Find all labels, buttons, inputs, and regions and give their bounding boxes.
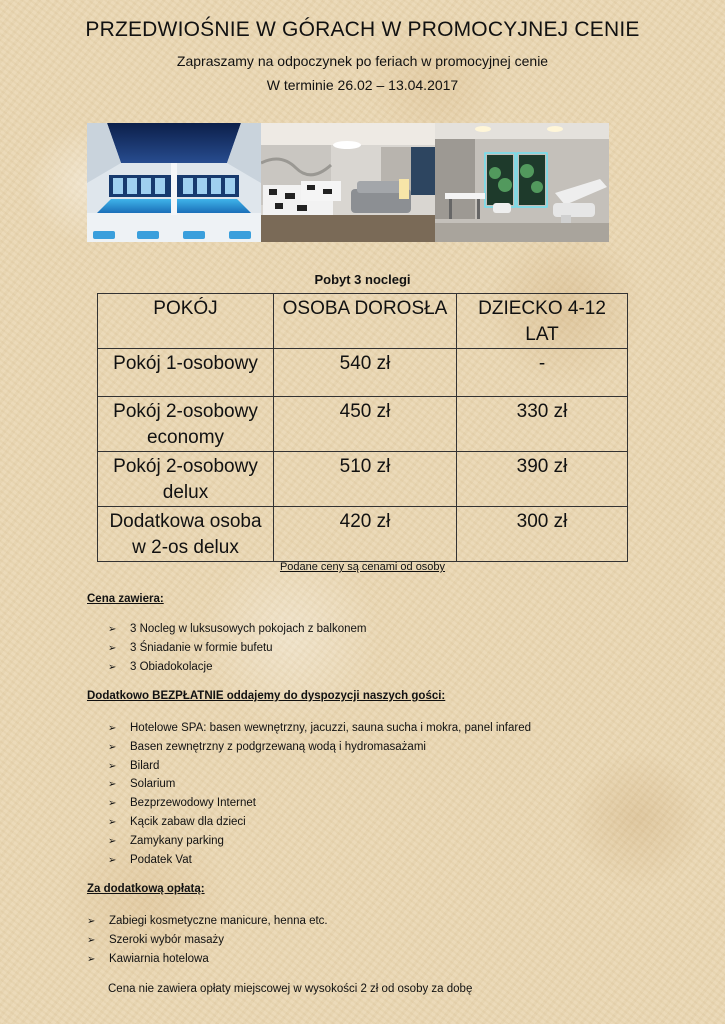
- spa-treatment-room-photo: [435, 123, 609, 242]
- list-item: [87, 931, 328, 950]
- local-fee-note: Cena nie zawiera opłaty miejscowej w wysokości 2 zł od osoby za dobę: [108, 983, 473, 995]
- arrow-bullet-icon: ➢: [108, 798, 117, 810]
- page-subtitle: Zapraszamy na odpoczynek po feriach w promocyjnej cenie: [176, 53, 549, 69]
- price-table: [97, 293, 628, 562]
- arrow-bullet-icon: ➢: [87, 916, 96, 927]
- list-item: [108, 719, 531, 738]
- list-item: [108, 738, 531, 757]
- list-item-text: Zabiegi kosmetyczne manicure, henna etc.: [109, 915, 328, 927]
- arrow-bullet-icon: ➢: [87, 953, 96, 965]
- room-cell: Pokój 1-osobowy: [98, 349, 274, 397]
- arrow-bullet-icon: ➢: [108, 835, 117, 847]
- table-row: [98, 452, 628, 507]
- includes-heading: Cena zawiera:: [87, 593, 164, 605]
- list-item: [108, 832, 531, 851]
- arrow-bullet-icon: ➢: [108, 741, 117, 753]
- child-price-cell: -: [457, 349, 628, 397]
- table-header-row: [98, 294, 628, 349]
- adult-price-cell: 450 zł: [273, 397, 456, 452]
- list-item: [108, 639, 367, 658]
- paid-extras-list: [87, 912, 328, 968]
- child-price-cell: 300 zł: [457, 507, 628, 562]
- child-price-cell: 390 zł: [457, 452, 628, 507]
- adult-price-cell: 510 zł: [273, 452, 456, 507]
- table-row: [98, 507, 628, 562]
- list-item-text: 3 Nocleg w luksusowych pokojach z balkonem: [130, 623, 367, 635]
- arrow-bullet-icon: ➢: [108, 642, 117, 654]
- arrow-bullet-icon: ➢: [108, 779, 117, 791]
- table-row: [98, 397, 628, 452]
- includes-list: [108, 620, 367, 676]
- arrow-bullet-icon: ➢: [108, 816, 117, 828]
- list-item-text: Bilard: [130, 759, 160, 772]
- free-extras-list: [108, 719, 531, 869]
- list-item-text: Podatek Vat: [130, 853, 192, 866]
- adult-price-cell: 540 zł: [273, 349, 456, 397]
- list-item-text: 3 Obiadokolacje: [130, 660, 213, 673]
- paid-extras-heading: Za dodatkową opłatą:: [87, 883, 205, 895]
- list-item: [87, 950, 328, 969]
- page-title: PRZEDWIOŚNIE W GÓRACH W PROMOCYJNEJ CENIE: [85, 18, 640, 41]
- list-item: [108, 851, 531, 870]
- list-item-text: Solarium: [130, 778, 176, 791]
- arrow-bullet-icon: ➢: [108, 854, 117, 866]
- list-item: [108, 794, 531, 813]
- arrow-bullet-icon: ➢: [108, 723, 117, 734]
- table-caption: Pobyt 3 noclegi: [314, 272, 411, 287]
- photo-strip: [87, 123, 610, 242]
- list-item: [108, 775, 531, 794]
- list-item-text: Hotelowe SPA: basen wewnętrzny, jacuzzi, sauna sucha i mokra, panel infared: [130, 722, 532, 734]
- adult-price-cell: 420 zł: [273, 507, 456, 562]
- room-cell: Dodatkowa osoba w 2-os delux: [98, 507, 274, 562]
- list-item-text: Szeroki wybór masaży: [109, 933, 225, 946]
- hotel-room-photo: [261, 123, 435, 242]
- list-item: [108, 757, 531, 776]
- list-item-text: Bezprzewodowy Internet: [130, 797, 256, 810]
- header-child: DZIECKO 4-12 LAT: [457, 294, 628, 349]
- room-cell: Pokój 2-osobowy economy: [98, 397, 274, 452]
- arrow-bullet-icon: ➢: [108, 760, 117, 772]
- header-room: POKÓJ: [98, 294, 274, 349]
- list-item-text: Zamykany parking: [130, 834, 224, 847]
- list-item: [108, 658, 367, 677]
- header-adult: OSOBA DOROSŁA: [273, 294, 456, 349]
- room-cell: Pokój 2-osobowy delux: [98, 452, 274, 507]
- free-extras-heading: Dodatkowo BEZPŁATNIE oddajemy do dyspozycji naszych gości:: [87, 690, 446, 702]
- list-item-text: Basen zewnętrzny z podgrzewaną wodą i hydromasażami: [130, 740, 426, 753]
- list-item-text: Kawiarnia hotelowa: [109, 952, 209, 965]
- pool-photo: [87, 123, 261, 242]
- list-item: [87, 912, 328, 931]
- list-item: [108, 813, 531, 832]
- child-price-cell: 330 zł: [457, 397, 628, 452]
- arrow-bullet-icon: ➢: [108, 624, 117, 635]
- arrow-bullet-icon: ➢: [87, 934, 96, 946]
- table-row: [98, 349, 628, 397]
- price-note: Podane ceny są cenami od osoby: [279, 561, 446, 573]
- offer-dates: W terminie 26.02 – 13.04.2017: [266, 77, 459, 93]
- list-item: [108, 620, 367, 639]
- list-item-text: 3 Śniadanie w formie bufetu: [130, 641, 273, 654]
- list-item-text: Kącik zabaw dla dzieci: [130, 815, 246, 828]
- arrow-bullet-icon: ➢: [108, 661, 117, 673]
